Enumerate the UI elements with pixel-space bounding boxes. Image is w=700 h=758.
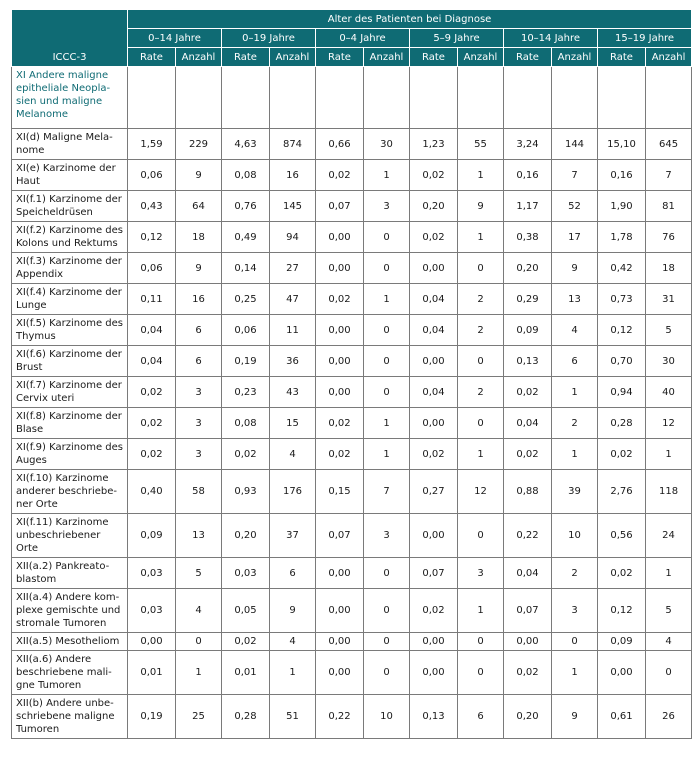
diagnosis-label-cell: XI(f.1) Karzinome der Speicheldrüsen: [12, 191, 128, 222]
rate-cell: 0,13: [504, 346, 552, 377]
rate-cell: 0,00: [316, 315, 364, 346]
rate-cell: 4,63: [222, 129, 270, 160]
count-cell: 18: [176, 222, 222, 253]
rate-cell: 0,00: [316, 346, 364, 377]
table-row: [12, 558, 692, 589]
count-cell: 1: [458, 222, 504, 253]
rate-cell: 1,17: [504, 191, 552, 222]
rate-cell: 0,06: [222, 315, 270, 346]
count-cell: 5: [176, 558, 222, 589]
count-cell: [646, 67, 692, 129]
rate-cell: 0,04: [504, 408, 552, 439]
count-cell: 64: [176, 191, 222, 222]
rate-cell: 0,70: [598, 346, 646, 377]
count-cell: 0: [458, 346, 504, 377]
rate-cell: 0,01: [128, 651, 176, 695]
rate-cell: 0,04: [504, 558, 552, 589]
rate-cell: 0,04: [410, 315, 458, 346]
rate-cell: 2,76: [598, 470, 646, 514]
count-cell: 17: [552, 222, 598, 253]
count-cell: 4: [176, 589, 222, 633]
count-cell: 30: [646, 346, 692, 377]
rate-cell: 0,02: [598, 439, 646, 470]
count-cell: 4: [270, 633, 316, 651]
count-cell: 6: [176, 315, 222, 346]
rate-cell: 0,04: [410, 284, 458, 315]
count-cell: 6: [270, 558, 316, 589]
diagnosis-label-cell: XII(a.4) Andere kom-plexe gemischte und stromale Tumoren: [12, 589, 128, 633]
count-cell: 9: [458, 191, 504, 222]
count-cell: 0: [458, 514, 504, 558]
count-cell: 40: [646, 377, 692, 408]
diagnosis-label-cell: XI(f.9) Karzinome des Auges: [12, 439, 128, 470]
age-group-header: 0–14 Jahre: [128, 29, 222, 48]
count-cell: [458, 67, 504, 129]
count-cell: 0: [364, 633, 410, 651]
count-cell: 0: [364, 377, 410, 408]
rate-cell: 0,00: [316, 377, 364, 408]
count-cell: 1: [364, 408, 410, 439]
table-row: [12, 651, 692, 695]
rate-cell: 0,66: [316, 129, 364, 160]
count-cell: 16: [176, 284, 222, 315]
count-cell: 31: [646, 284, 692, 315]
rate-cell: 0,02: [316, 408, 364, 439]
count-cell: 0: [458, 633, 504, 651]
rate-cell: 0,00: [410, 514, 458, 558]
count-cell: 118: [646, 470, 692, 514]
count-cell: 24: [646, 514, 692, 558]
count-cell: [176, 67, 222, 129]
rate-cell: 0,02: [316, 284, 364, 315]
diagnosis-label-cell: XII(a.6) Andere beschriebene mali-gne Tumoren: [12, 651, 128, 695]
count-cell: 229: [176, 129, 222, 160]
rate-cell: 0,25: [222, 284, 270, 315]
count-cell: 11: [270, 315, 316, 346]
group-heading-cell: XI Andere maligne epitheliale Neopla-sien und maligne Melanome: [12, 67, 128, 129]
count-header: Anzahl: [646, 48, 692, 67]
rate-cell: 0,22: [316, 695, 364, 739]
rate-cell: 0,88: [504, 470, 552, 514]
table-row: [12, 160, 692, 191]
rate-cell: 15,10: [598, 129, 646, 160]
rate-header: Rate: [598, 48, 646, 67]
rate-cell: 0,00: [316, 222, 364, 253]
rate-cell: 0,27: [410, 470, 458, 514]
count-cell: 0: [364, 589, 410, 633]
count-cell: 81: [646, 191, 692, 222]
age-group-header: 0–19 Jahre: [222, 29, 316, 48]
count-cell: 1: [646, 439, 692, 470]
rate-cell: 0,94: [598, 377, 646, 408]
count-header: Anzahl: [176, 48, 222, 67]
rate-cell: 0,93: [222, 470, 270, 514]
rate-cell: 1,78: [598, 222, 646, 253]
diagnosis-label-cell: XI(f.8) Karzinome der Blase: [12, 408, 128, 439]
diagnosis-label-cell: XII(a.5) Mesotheliom: [12, 633, 128, 651]
table-row: [12, 284, 692, 315]
rate-cell: 0,00: [410, 633, 458, 651]
count-cell: 1: [552, 651, 598, 695]
count-cell: 2: [458, 315, 504, 346]
count-cell: 0: [364, 253, 410, 284]
rate-cell: 0,02: [410, 439, 458, 470]
rate-cell: 0,02: [316, 439, 364, 470]
count-cell: 0: [364, 222, 410, 253]
rate-cell: 0,03: [128, 558, 176, 589]
diagnosis-label-cell: XI(f.10) Karzinome anderer beschriebe-ner Orte: [12, 470, 128, 514]
table-row: [12, 633, 692, 651]
rate-cell: 0,20: [504, 253, 552, 284]
rate-cell: 0,08: [222, 160, 270, 191]
rate-cell: 0,42: [598, 253, 646, 284]
count-cell: 52: [552, 191, 598, 222]
count-cell: 9: [552, 253, 598, 284]
count-cell: 0: [364, 558, 410, 589]
rate-cell: 0,19: [128, 695, 176, 739]
rate-cell: 0,02: [410, 222, 458, 253]
count-cell: 1: [364, 439, 410, 470]
rate-cell: 0,09: [598, 633, 646, 651]
count-cell: 0: [176, 633, 222, 651]
rate-cell: [222, 67, 270, 129]
count-cell: 12: [646, 408, 692, 439]
count-cell: 145: [270, 191, 316, 222]
count-cell: 6: [176, 346, 222, 377]
count-cell: 9: [552, 695, 598, 739]
rate-cell: 0,00: [316, 589, 364, 633]
rate-cell: 0,23: [222, 377, 270, 408]
rate-cell: 0,22: [504, 514, 552, 558]
count-header: Anzahl: [270, 48, 316, 67]
count-cell: 25: [176, 695, 222, 739]
count-cell: 5: [646, 315, 692, 346]
diagnosis-label-cell: XI(f.4) Karzinome der Lunge: [12, 284, 128, 315]
count-cell: 5: [646, 589, 692, 633]
rate-cell: 1,90: [598, 191, 646, 222]
table-row: [12, 346, 692, 377]
rate-cell: 0,13: [410, 695, 458, 739]
count-cell: 7: [646, 160, 692, 191]
rate-cell: 0,20: [504, 695, 552, 739]
rate-cell: 0,00: [316, 558, 364, 589]
count-cell: 55: [458, 129, 504, 160]
rate-cell: 0,40: [128, 470, 176, 514]
rate-cell: 0,00: [410, 651, 458, 695]
rate-cell: 0,02: [222, 439, 270, 470]
count-cell: 9: [270, 589, 316, 633]
rate-cell: 0,12: [128, 222, 176, 253]
count-cell: 0: [364, 346, 410, 377]
count-cell: 1: [552, 439, 598, 470]
count-cell: 2: [552, 408, 598, 439]
count-cell: 47: [270, 284, 316, 315]
rate-cell: 3,24: [504, 129, 552, 160]
count-cell: 0: [364, 315, 410, 346]
count-cell: 2: [458, 377, 504, 408]
diagnosis-label-cell: XI(f.5) Karzinome des Thymus: [12, 315, 128, 346]
count-cell: 36: [270, 346, 316, 377]
rate-cell: 0,02: [128, 377, 176, 408]
rate-cell: 0,07: [410, 558, 458, 589]
count-cell: 6: [458, 695, 504, 739]
rate-cell: 0,00: [598, 651, 646, 695]
rate-cell: 0,02: [128, 408, 176, 439]
table-row: [12, 377, 692, 408]
count-cell: 43: [270, 377, 316, 408]
count-cell: 1: [458, 589, 504, 633]
table-header: [12, 10, 692, 67]
rate-header: Rate: [410, 48, 458, 67]
count-cell: 1: [458, 439, 504, 470]
table-row: [12, 191, 692, 222]
count-header: Anzahl: [364, 48, 410, 67]
rate-cell: 0,38: [504, 222, 552, 253]
count-cell: 4: [552, 315, 598, 346]
count-header: Anzahl: [552, 48, 598, 67]
count-cell: 30: [364, 129, 410, 160]
count-cell: 3: [176, 377, 222, 408]
rate-cell: 0,00: [410, 408, 458, 439]
count-cell: 3: [176, 439, 222, 470]
rate-cell: 0,12: [598, 315, 646, 346]
count-cell: 9: [176, 253, 222, 284]
count-cell: 76: [646, 222, 692, 253]
rate-cell: 1,59: [128, 129, 176, 160]
age-group-header: 15–19 Jahre: [598, 29, 692, 48]
rate-cell: 0,02: [128, 439, 176, 470]
rate-cell: 0,02: [410, 589, 458, 633]
rate-cell: 0,01: [222, 651, 270, 695]
table-row: [12, 315, 692, 346]
rate-cell: 0,07: [316, 514, 364, 558]
count-cell: 0: [458, 408, 504, 439]
count-cell: 3: [458, 558, 504, 589]
count-cell: [270, 67, 316, 129]
count-cell: 3: [364, 191, 410, 222]
diagnosis-label-cell: XII(b) Andere unbe-schriebene maligne Tumoren: [12, 695, 128, 739]
table-body: [12, 67, 692, 739]
count-cell: 1: [176, 651, 222, 695]
rate-cell: 0,00: [316, 253, 364, 284]
count-cell: 58: [176, 470, 222, 514]
rate-cell: 0,11: [128, 284, 176, 315]
count-cell: 144: [552, 129, 598, 160]
rate-cell: 0,06: [128, 160, 176, 191]
rate-cell: 0,05: [222, 589, 270, 633]
rate-cell: 0,16: [504, 160, 552, 191]
count-header: Anzahl: [458, 48, 504, 67]
count-cell: 176: [270, 470, 316, 514]
count-cell: 1: [646, 558, 692, 589]
count-cell: 0: [552, 633, 598, 651]
rate-cell: 0,04: [410, 377, 458, 408]
count-cell: 13: [552, 284, 598, 315]
rate-cell: [504, 67, 552, 129]
rate-cell: [316, 67, 364, 129]
count-cell: [364, 67, 410, 129]
rate-cell: 0,28: [222, 695, 270, 739]
count-cell: 7: [552, 160, 598, 191]
count-cell: 4: [646, 633, 692, 651]
rate-cell: 0,02: [410, 160, 458, 191]
rate-cell: 0,04: [128, 346, 176, 377]
rate-cell: 0,02: [504, 439, 552, 470]
count-cell: 13: [176, 514, 222, 558]
count-cell: 51: [270, 695, 316, 739]
table-row: [12, 222, 692, 253]
count-cell: 12: [458, 470, 504, 514]
count-cell: 4: [270, 439, 316, 470]
diagnosis-label-cell: XI(f.6) Karzinome der Brust: [12, 346, 128, 377]
count-cell: 645: [646, 129, 692, 160]
rate-cell: 0,00: [316, 651, 364, 695]
rate-cell: 0,00: [410, 346, 458, 377]
rate-cell: 0,49: [222, 222, 270, 253]
count-cell: 0: [364, 651, 410, 695]
count-cell: 0: [458, 253, 504, 284]
rate-cell: 0,07: [316, 191, 364, 222]
rate-cell: 0,15: [316, 470, 364, 514]
rate-cell: 0,20: [410, 191, 458, 222]
diagnosis-label-cell: XI(e) Karzinome der Haut: [12, 160, 128, 191]
rate-cell: 0,14: [222, 253, 270, 284]
rate-cell: [128, 67, 176, 129]
count-cell: 39: [552, 470, 598, 514]
rate-header: Rate: [128, 48, 176, 67]
age-group-header: 5–9 Jahre: [410, 29, 504, 48]
diagnosis-label-cell: XI(d) Maligne Mela-nome: [12, 129, 128, 160]
rate-cell: 0,04: [128, 315, 176, 346]
count-cell: 10: [364, 695, 410, 739]
rate-cell: 0,09: [504, 315, 552, 346]
diagnosis-label-cell: XI(f.11) Karzinome unbeschriebener Orte: [12, 514, 128, 558]
rate-cell: 0,00: [410, 253, 458, 284]
rate-cell: 0,12: [598, 589, 646, 633]
rate-header: Rate: [316, 48, 364, 67]
incidence-table: [11, 9, 692, 739]
count-cell: 0: [458, 651, 504, 695]
count-cell: 3: [364, 514, 410, 558]
rate-cell: 0,28: [598, 408, 646, 439]
count-cell: 1: [364, 160, 410, 191]
rate-cell: 0,02: [222, 633, 270, 651]
rate-cell: [598, 67, 646, 129]
diagnosis-label-cell: XI(f.2) Karzinome des Kolons und Rektums: [12, 222, 128, 253]
rate-cell: 0,73: [598, 284, 646, 315]
diagnosis-label-cell: XI(f.7) Karzinome der Cervix uteri: [12, 377, 128, 408]
rate-cell: 0,43: [128, 191, 176, 222]
rate-cell: 0,76: [222, 191, 270, 222]
iccc-column-header: ICCC-3: [12, 10, 128, 67]
diagnosis-label-cell: XI(f.3) Karzinome der Appendix: [12, 253, 128, 284]
rate-cell: 0,16: [598, 160, 646, 191]
rate-cell: 0,02: [504, 651, 552, 695]
count-cell: 10: [552, 514, 598, 558]
count-cell: 1: [364, 284, 410, 315]
rate-cell: 0,00: [316, 633, 364, 651]
rate-cell: 0,02: [504, 377, 552, 408]
rate-cell: 0,03: [128, 589, 176, 633]
diagnosis-label-cell: XII(a.2) Pankreato-blastom: [12, 558, 128, 589]
count-cell: 1: [552, 377, 598, 408]
count-cell: 15: [270, 408, 316, 439]
count-cell: 3: [176, 408, 222, 439]
count-cell: 37: [270, 514, 316, 558]
rate-cell: 0,02: [598, 558, 646, 589]
count-cell: 94: [270, 222, 316, 253]
rate-cell: 0,07: [504, 589, 552, 633]
rate-cell: 0,00: [504, 633, 552, 651]
rate-cell: 0,02: [316, 160, 364, 191]
rate-cell: 0,19: [222, 346, 270, 377]
count-cell: 18: [646, 253, 692, 284]
table-row: [12, 514, 692, 558]
count-cell: 0: [646, 651, 692, 695]
rate-header: Rate: [504, 48, 552, 67]
age-header-title: Alter des Patienten bei Diagnose: [128, 10, 692, 29]
count-cell: 6: [552, 346, 598, 377]
count-cell: [552, 67, 598, 129]
table-row: [12, 67, 692, 129]
count-cell: 874: [270, 129, 316, 160]
table-row: [12, 129, 692, 160]
table-row: [12, 439, 692, 470]
rate-cell: 0,09: [128, 514, 176, 558]
rate-cell: 1,23: [410, 129, 458, 160]
rate-cell: 0,06: [128, 253, 176, 284]
count-cell: 16: [270, 160, 316, 191]
table-row: [12, 589, 692, 633]
rate-cell: 0,00: [128, 633, 176, 651]
table-row: [12, 470, 692, 514]
rate-cell: [410, 67, 458, 129]
count-cell: 2: [552, 558, 598, 589]
count-cell: 26: [646, 695, 692, 739]
table-row: [12, 408, 692, 439]
rate-cell: 0,20: [222, 514, 270, 558]
count-cell: 9: [176, 160, 222, 191]
rate-header: Rate: [222, 48, 270, 67]
rate-cell: 0,29: [504, 284, 552, 315]
count-cell: 2: [458, 284, 504, 315]
rate-cell: 0,56: [598, 514, 646, 558]
count-cell: 1: [270, 651, 316, 695]
count-cell: 1: [458, 160, 504, 191]
table-row: [12, 695, 692, 739]
age-group-header: 10–14 Jahre: [504, 29, 598, 48]
rate-cell: 0,08: [222, 408, 270, 439]
count-cell: 7: [364, 470, 410, 514]
count-cell: 3: [552, 589, 598, 633]
rate-cell: 0,61: [598, 695, 646, 739]
rate-cell: 0,03: [222, 558, 270, 589]
count-cell: 27: [270, 253, 316, 284]
table-row: [12, 253, 692, 284]
age-group-header: 0–4 Jahre: [316, 29, 410, 48]
